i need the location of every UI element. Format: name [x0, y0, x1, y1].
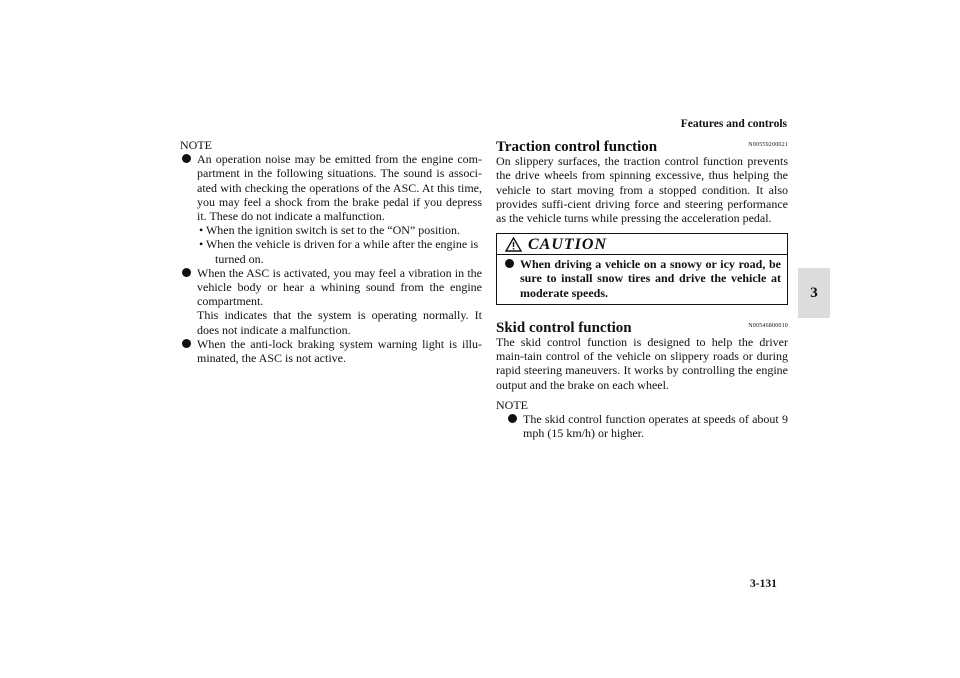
skid-title: Skid control function: [496, 319, 632, 336]
note-indent: [496, 412, 788, 440]
traction-ref-code: N00559200021: [748, 142, 788, 148]
bullet-dot-icon: [182, 154, 191, 163]
left-column: [180, 138, 482, 365]
caution-label: CAUTION: [528, 235, 608, 253]
note-label: NOTE: [496, 397, 528, 412]
traction-title: Traction control function: [496, 139, 658, 155]
bullet-sub-item: • When the ignition switch is set to the “ON” position.: [199, 223, 460, 238]
note-bullet: [180, 152, 482, 266]
note-bullet: [506, 412, 788, 440]
note-bullet-list: [180, 152, 482, 365]
note-bullet: [180, 266, 482, 337]
page-number: 3-131: [750, 578, 777, 590]
bullet-text-secondary: This indicates that the system is operating normally. It does not indicate a malfunction.: [197, 308, 482, 337]
bullet-text: The skid control function operates at speeds of about 9 mph (15 km/h) or higher.: [523, 412, 788, 441]
traction-section-title: [496, 138, 788, 154]
skid-note: [496, 398, 788, 441]
skid-section-title: [496, 319, 788, 335]
bullet-dot-icon: [182, 339, 191, 348]
bullet-dot-icon: [508, 414, 517, 423]
chapter-tab: [798, 268, 830, 318]
bullet-dot-icon: [505, 259, 514, 268]
skid-body: The skid control function is designed to help the driver main-tain control of the vehicle on slippery roads or during rapid steering maneuvers. It works by controlling the engine output and the brake on each wheel.: [496, 335, 788, 392]
bullet-sub-item-continued: turned on.: [215, 251, 264, 266]
caution-box: [496, 233, 788, 305]
note-bullet: [180, 337, 482, 365]
caution-body: [497, 255, 787, 304]
bullet-text: An operation noise may be emitted from the engine com-partment in the following situations. The sound is associ-ated with checking the operations of the ASC. At this time, you may feel a shock from the brake pedal if you depress it. These do not indicate a malfunction.: [197, 152, 482, 224]
caution-text: When driving a vehicle on a snowy or icy road, be sure to install snow tires and drive the vehicle at moderate speeds.: [520, 257, 781, 300]
bullet-text: When the ASC is activated, you may feel a vibration in the vehicle body or hear a whining sound from the engine compartment.: [197, 265, 482, 309]
right-column: [496, 138, 788, 440]
caution-bullet: [503, 257, 781, 300]
chapter-number: 3: [810, 284, 818, 301]
traction-body: On slippery surfaces, the traction control function prevents the drive wheels from spinning excessive, thus helping the vehicle to start moving from a stopped condition. It also provides suffi-cient driving force and steering performance as the vehicle turns while pressing the acceleration pedal.: [496, 154, 788, 226]
skid-ref-code: N00546800010: [748, 322, 788, 329]
note-label: NOTE: [180, 138, 212, 152]
page-header: Features and controls: [680, 118, 787, 130]
bullet-sub-item: • When the vehicle is driven for a while after the engine is: [199, 237, 479, 252]
caution-header: [497, 234, 787, 255]
warning-triangle-icon: [505, 237, 522, 252]
bullet-dot-icon: [182, 268, 191, 277]
bullet-text: When the anti-lock braking system warning light is illu-minated, the ASC is not active.: [197, 336, 482, 366]
